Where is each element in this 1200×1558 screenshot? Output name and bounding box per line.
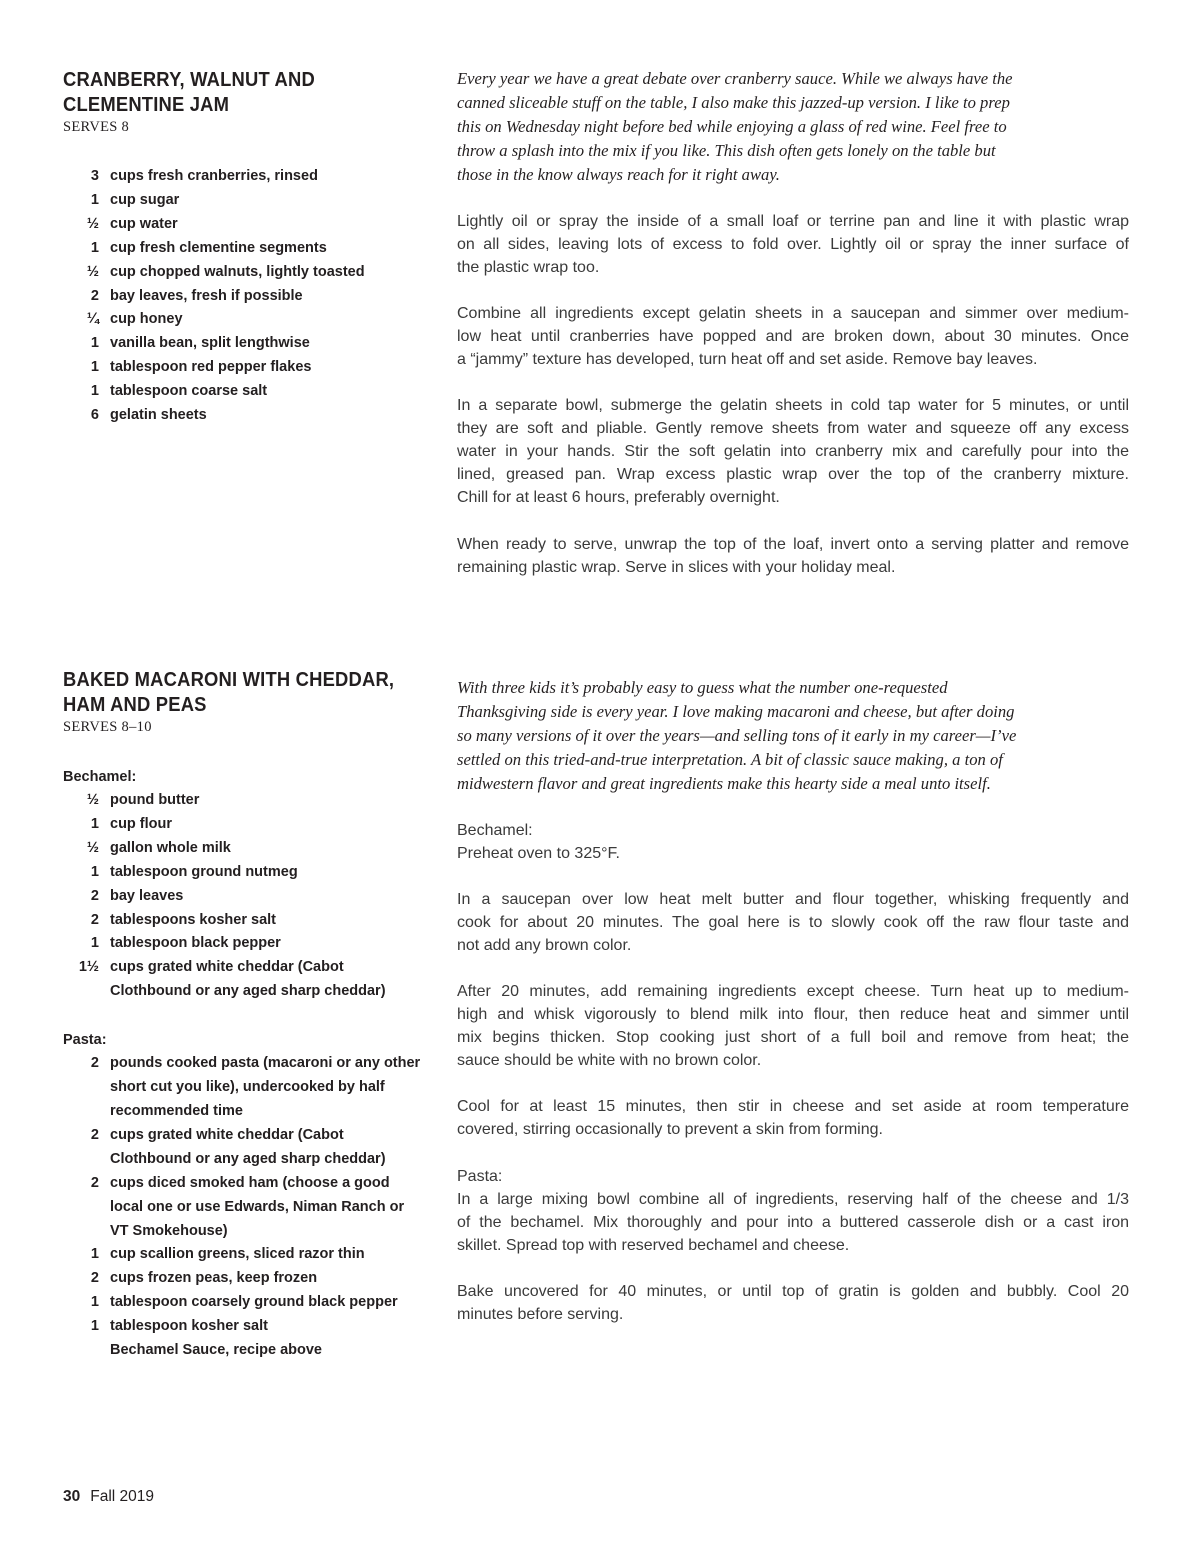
ingredient-description: cup chopped walnuts, lightly toasted [110,263,365,280]
method-line: the plastic wrap too. [457,258,600,276]
ingredient-quantity: 1 [90,383,99,400]
ingredient-quantity: 2 [90,1270,99,1287]
ingredient-row [63,837,433,861]
ingredient-row [63,1052,433,1124]
ingredient-description: vanilla bean, split lengthwise [110,335,310,352]
method-line: high and whisk vigorously to blend milk into flour, then reduce heat and simmer until [457,1006,1129,1024]
recipe-intro [457,676,1129,796]
serves-label: SERVES 8–10 [63,719,152,735]
ingredient-description: pounds cooked pasta (macaroni or any other short cut you like), undercooked by half recommended time [110,1055,421,1119]
recipe-title [63,668,431,717]
ingredient-row [63,237,433,261]
ingredient-row [63,813,433,837]
ingredient-description: cups frozen peas, keep frozen [110,1270,318,1287]
ingredient-description: cups grated white cheddar (Cabot Clothbound or any aged sharp cheddar) [110,1126,386,1167]
ingredient-row [63,909,433,933]
method-line: remaining plastic wrap. Serve in slices with your holiday meal. [457,558,896,576]
ingredient-description: tablespoon kosher salt [110,1318,268,1335]
method-line: they are soft and pliable. Gently remove sheets from water and squeeze off any excess [457,420,1129,438]
ingredient-row [63,885,433,909]
method-line: covered, stirring occasionally to prevent a skin from forming. [457,1121,883,1139]
intro-line: this on Wednesday night before bed while enjoying a glass of red wine. Feel free to [457,116,1007,136]
method-line: cook for about 20 minutes. The goal here is to slowly cook off the raw flour taste and [457,913,1129,931]
ingredient-quantity: 1 [90,191,99,208]
method-line: minutes before serving. [457,1306,624,1324]
method-line: Cool for at least 15 minutes, then stir in cheese and set aside at room temperature [457,1098,1129,1116]
ingredient-quantity: ½ [86,792,99,808]
ingredient-row [63,1291,433,1315]
method-line: sauce should be white with no brown color. [457,1052,762,1070]
method-paragraph [457,980,1129,1072]
ingredient-quantity: 1 [90,1246,99,1263]
recipe-intro [457,67,1129,187]
ingredient-quantity: ½ [86,215,99,232]
ingredient-quantity: 1 [90,239,99,256]
method-line: Bake uncovered for 40 minutes, or until top of gratin is golden and bubbly. Cool 20 [457,1282,1129,1300]
ingredient-quantity: ½ [86,263,99,280]
intro-line: settled on this tried-and-true interpretation. A bit of classic sauce making, a ton of [457,749,1003,769]
ingredient-row [63,1267,433,1291]
ingredient-quantity: ¼ [86,311,99,328]
ingredient-quantity: 1 [90,935,99,952]
ingredient-row [63,1315,433,1339]
intro-line: midwestern flavor and great ingredients make this hearty side a meal unto itself. [457,773,991,793]
ingredient-row [63,1243,433,1267]
method-line: In a saucepan over low heat melt butter and flour together, whisking frequently and [457,890,1129,908]
method-paragraph [457,394,1129,509]
intro-line: Thanksgiving side is every year. I love making macaroni and cheese, but after doing [457,701,1015,721]
ingredient-description: cup scallion greens, sliced razor thin [110,1246,365,1263]
intro-line: those in the know always reach for it right away. [457,164,780,184]
method-paragraph [457,819,1129,865]
ingredient-description: cup sugar [110,191,180,208]
ingredient-list [63,765,433,1363]
ingredient-description: tablespoon coarse salt [110,383,268,400]
method-line: Chill for at least 6 hours, preferably overnight. [457,489,780,507]
ingredient-quantity: 2 [90,1174,99,1191]
ingredient-row [63,332,433,356]
method-line: low heat until cranberries have popped and are broken down, about 30 minutes. Once [457,327,1129,345]
ingredient-row [63,932,433,956]
method-line: In a large mixing bowl combine all of ingredients, reserving half of the cheese and 1/3 [457,1190,1129,1208]
method-line: a “jammy” texture has developed, turn heat off and set aside. Remove bay leaves. [457,351,1038,368]
ingredient-description: cup flour [110,815,173,832]
method-paragraph [457,1095,1129,1141]
ingredient-list [63,165,433,428]
method-paragraph [457,1165,1129,1257]
intro-line: canned sliceable stuff on the table, I also make this jazzed-up version. I like to prep [457,92,1010,112]
intro-line: so many versions of it over the years—and selling tons of it early in my career—I’ve [457,725,1017,745]
ingredient-description: cups grated white cheddar (Cabot Clothbound or any aged sharp cheddar) [110,959,386,1000]
method-paragraph [457,210,1129,279]
ingredient-row [63,213,433,237]
method-line: Combine all ingredients except gelatin sheets in a saucepan and simmer over medium- [457,304,1129,322]
issue-label: Fall 2019 [90,1488,155,1505]
method-line: When ready to serve, unwrap the top of the loaf, invert onto a serving platter and remove [457,535,1129,553]
ingredient-quantity: 2 [90,287,99,304]
ingredient-description: gallon whole milk [110,839,231,856]
ingredient-row [63,861,433,885]
ingredient-row [63,308,433,332]
ingredient-quantity: 1 [90,335,99,352]
ingredient-row [63,404,433,428]
method-line: lined, greased pan. Wrap excess plastic wrap over the top of the cranberry mixture. [457,466,1129,484]
method-line: mix begins thicken. Stop cooking just short of a full boil and remove from heat; the [457,1029,1129,1047]
ingredient-description: cups fresh cranberries, rinsed [110,168,318,184]
method-paragraph [457,302,1129,371]
ingredient-description: cups diced smoked ham (choose a good local one or use Edwards, Niman Ranch or VT Smokehouse) [110,1174,405,1239]
page-footer [63,1487,154,1507]
ingredient-row [63,1172,433,1244]
method-line: After 20 minutes, add remaining ingredients except cheese. Turn heat up to medium- [457,983,1129,1000]
method-line: Pasta: [457,1167,503,1185]
ingredient-quantity: 2 [90,1126,99,1143]
ingredient-quantity: 1 [90,1318,99,1335]
ingredient-description: pound butter [110,792,200,808]
ingredient-row [63,1339,433,1363]
ingredient-group-label: Pasta: [63,1032,107,1049]
method-column [457,67,1129,579]
ingredient-description: tablespoon red pepper flakes [110,359,312,376]
ingredient-description: Bechamel Sauce, recipe above [110,1342,322,1359]
title-line: HAM AND PEAS [63,693,207,716]
ingredient-row [63,1124,433,1172]
method-line: of the bechamel. Mix thoroughly and pour into a buttered casserole dish or a cast iron [457,1213,1129,1231]
ingredient-quantity: 3 [90,168,99,184]
ingredient-quantity [63,1339,99,1363]
method-line: Lightly oil or spray the inside of a small loaf or terrine pan and line it with plastic wrap [457,212,1129,230]
method-line: water in your hands. Stir the soft gelatin into cranberry mix and carefully pour into the [457,443,1129,461]
serves-label: SERVES 8 [63,119,130,135]
title-line: BAKED MACARONI WITH CHEDDAR, [63,669,395,691]
ingredient-quantity: 1 [90,1294,99,1311]
method-paragraph [457,1280,1129,1326]
ingredients-column [63,668,433,1363]
intro-line: throw a splash into the mix if you like. This dish often gets lonely on the table but [457,140,996,160]
ingredient-row [63,956,433,1004]
intro-line: With three kids it’s probably easy to guess what the number one-requested [457,678,948,697]
group-spacer [63,1004,433,1028]
method-line: Preheat oven to 325°F. [457,844,620,862]
method-line: on all sides, leaving lots of excess to fold over. Lightly oil or spray the inner surface of [457,235,1129,253]
title-line: CLEMENTINE JAM [63,93,230,116]
ingredient-quantity: 1½ [78,959,99,976]
ingredient-description: gelatin sheets [110,407,207,424]
ingredient-quantity: 6 [90,407,99,424]
ingredients-column [63,68,433,428]
title-line: CRANBERRY, WALNUT AND [63,69,315,91]
ingredient-quantity: 2 [90,1055,99,1072]
ingredient-quantity: 1 [90,359,99,376]
intro-line: Every year we have a great debate over cranberry sauce. While we always have the [457,69,1013,88]
method-column [457,676,1129,1326]
ingredient-description: tablespoon ground nutmeg [110,863,298,880]
ingredient-quantity: 2 [90,887,99,904]
ingredient-description: cup fresh clementine segments [110,239,327,256]
ingredient-group-label: Bechamel: [63,769,137,785]
ingredient-row [63,165,433,189]
method-line: not add any brown color. [457,936,632,954]
ingredient-description: cup honey [110,311,183,328]
ingredient-description: tablespoon black pepper [110,935,281,952]
method-paragraph [457,888,1129,957]
ingredient-description: tablespoons kosher salt [110,911,276,928]
ingredient-row [63,189,433,213]
method-line: In a separate bowl, submerge the gelatin sheets in cold tap water for 5 minutes, or until [457,397,1129,415]
method-line: Bechamel: [457,821,533,839]
ingredient-quantity: 2 [90,911,99,928]
ingredient-row [63,261,433,285]
ingredient-row [63,285,433,309]
ingredient-quantity: 1 [90,863,99,880]
page-number: 30 [63,1488,81,1505]
ingredient-row [63,380,433,404]
ingredient-row [63,789,433,813]
recipe-title [63,68,431,117]
ingredient-description: bay leaves [110,887,184,904]
ingredient-description: cup water [110,215,178,232]
ingredient-quantity: ½ [86,839,99,856]
ingredient-description: tablespoon coarsely ground black pepper [110,1294,398,1311]
method-line: skillet. Spread top with reserved bechamel and cheese. [457,1236,850,1254]
method-paragraph [457,533,1129,579]
ingredient-quantity: 1 [90,815,99,832]
ingredient-row [63,356,433,380]
ingredient-description: bay leaves, fresh if possible [110,287,303,304]
